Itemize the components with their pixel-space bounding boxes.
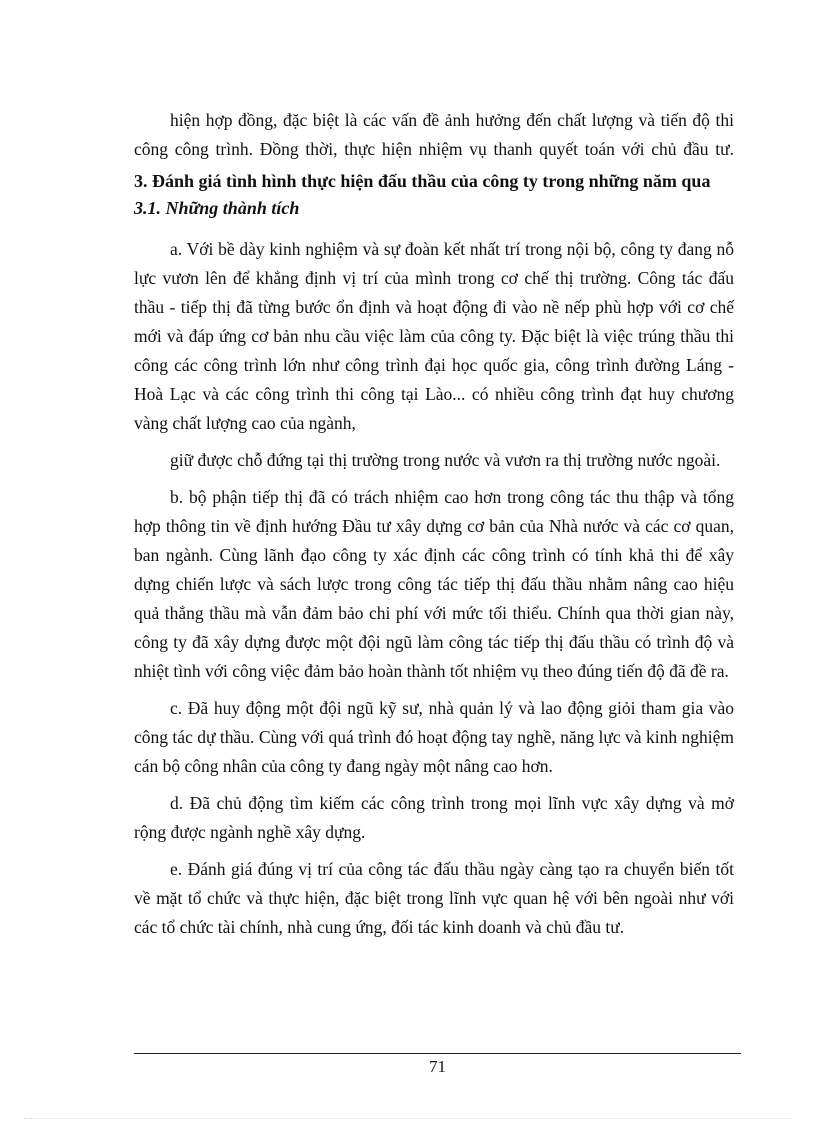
paragraph-d: d. Đã chủ động tìm kiếm các công trình trong mọi lĩnh vực xây dựng và mở rộng được ngành nghề xây dựng.: [134, 793, 734, 842]
paragraph-a-continued: giữ được chỗ đứng tại thị trường trong nước và vươn ra thị trường nước ngoài.: [170, 450, 721, 470]
subsection-heading: 3.1. Những thành tích: [134, 198, 300, 218]
page-edge-dotted-line: [24, 1118, 792, 1119]
paragraph-a: a. Với bề dày kinh nghiệm và sự đoàn kết nhất trí trong nội bộ, công ty đang nỗ lực vươn lên để khẳng định vị trí của mình trong cơ chế thị trường. Công tác đấu thầu - tiếp thị đã từng bước ổn định và hoạt động đi vào nề nếp phù hợp với cơ chế mới và đáp ứng cơ bản nhu cầu việc làm của công ty. Đặc biệt là việc trúng thầu thi công các công trình lớn như công trình đại học quốc gia, công trình đường Láng - Hoà Lạc và các công trình thi công tại Lào... có nhiều công trình đạt huy chương vàng chất lượng cao của ngành,: [134, 239, 734, 433]
paragraph-c: c. Đã huy động một đội ngũ kỹ sư, nhà quản lý và lao động giỏi tham gia vào công tác dự thầu. Cùng với quá trình đó hoạt động tay nghề, năng lực và kinh nghiệm cán bộ công nhân của công ty đang ngày một nâng cao hơn.: [134, 698, 734, 776]
page-number: 71: [429, 1057, 446, 1076]
footer-divider: [134, 1053, 741, 1054]
section-heading: 3. Đánh giá tình hình thực hiện đấu thầu của công ty trong những năm qua: [134, 171, 711, 191]
paragraph-e: e. Đánh giá đúng vị trí của công tác đấu thầu ngày càng tạo ra chuyển biến tốt về mặt tổ chức và thực hiện, đặc biệt trong lĩnh vực quan hệ với bên ngoài như với các tổ chức tài chính, nhà cung ứng, đối tác kinh doanh và chủ đầu tư.: [134, 859, 734, 937]
page-body: [134, 106, 734, 942]
continuation-paragraph: hiện hợp đồng, đặc biệt là các vấn đề ảnh hưởng đến chất lượng và tiến độ thi công công trình. Đồng thời, thực hiện nhiệm vụ thanh quyết toán với chủ đầu tư.: [134, 110, 734, 159]
paragraph-b: b. bộ phận tiếp thị đã có trách nhiệm cao hơn trong công tác thu thập và tổng hợp thông tin về định hướng Đầu tư xây dựng cơ bản của Nhà nước và các cơ quan, ban ngành. Cùng lãnh đạo công ty xác định các công trình có tính khả thi để xây dựng chiến lược và sách lược trong công tác tiếp thị đấu thầu nhằm nâng cao hiệu quả thắng thầu mà vẫn đảm bảo chi phí với mức tối thiểu. Chính qua thời gian này, công ty đã xây dựng được một đội ngũ làm công tác tiếp thị đấu thầu có trình độ và nhiệt tình với công việc đảm bảo hoàn thành tốt nhiệm vụ theo đúng tiến độ đã đề ra.: [134, 487, 734, 681]
